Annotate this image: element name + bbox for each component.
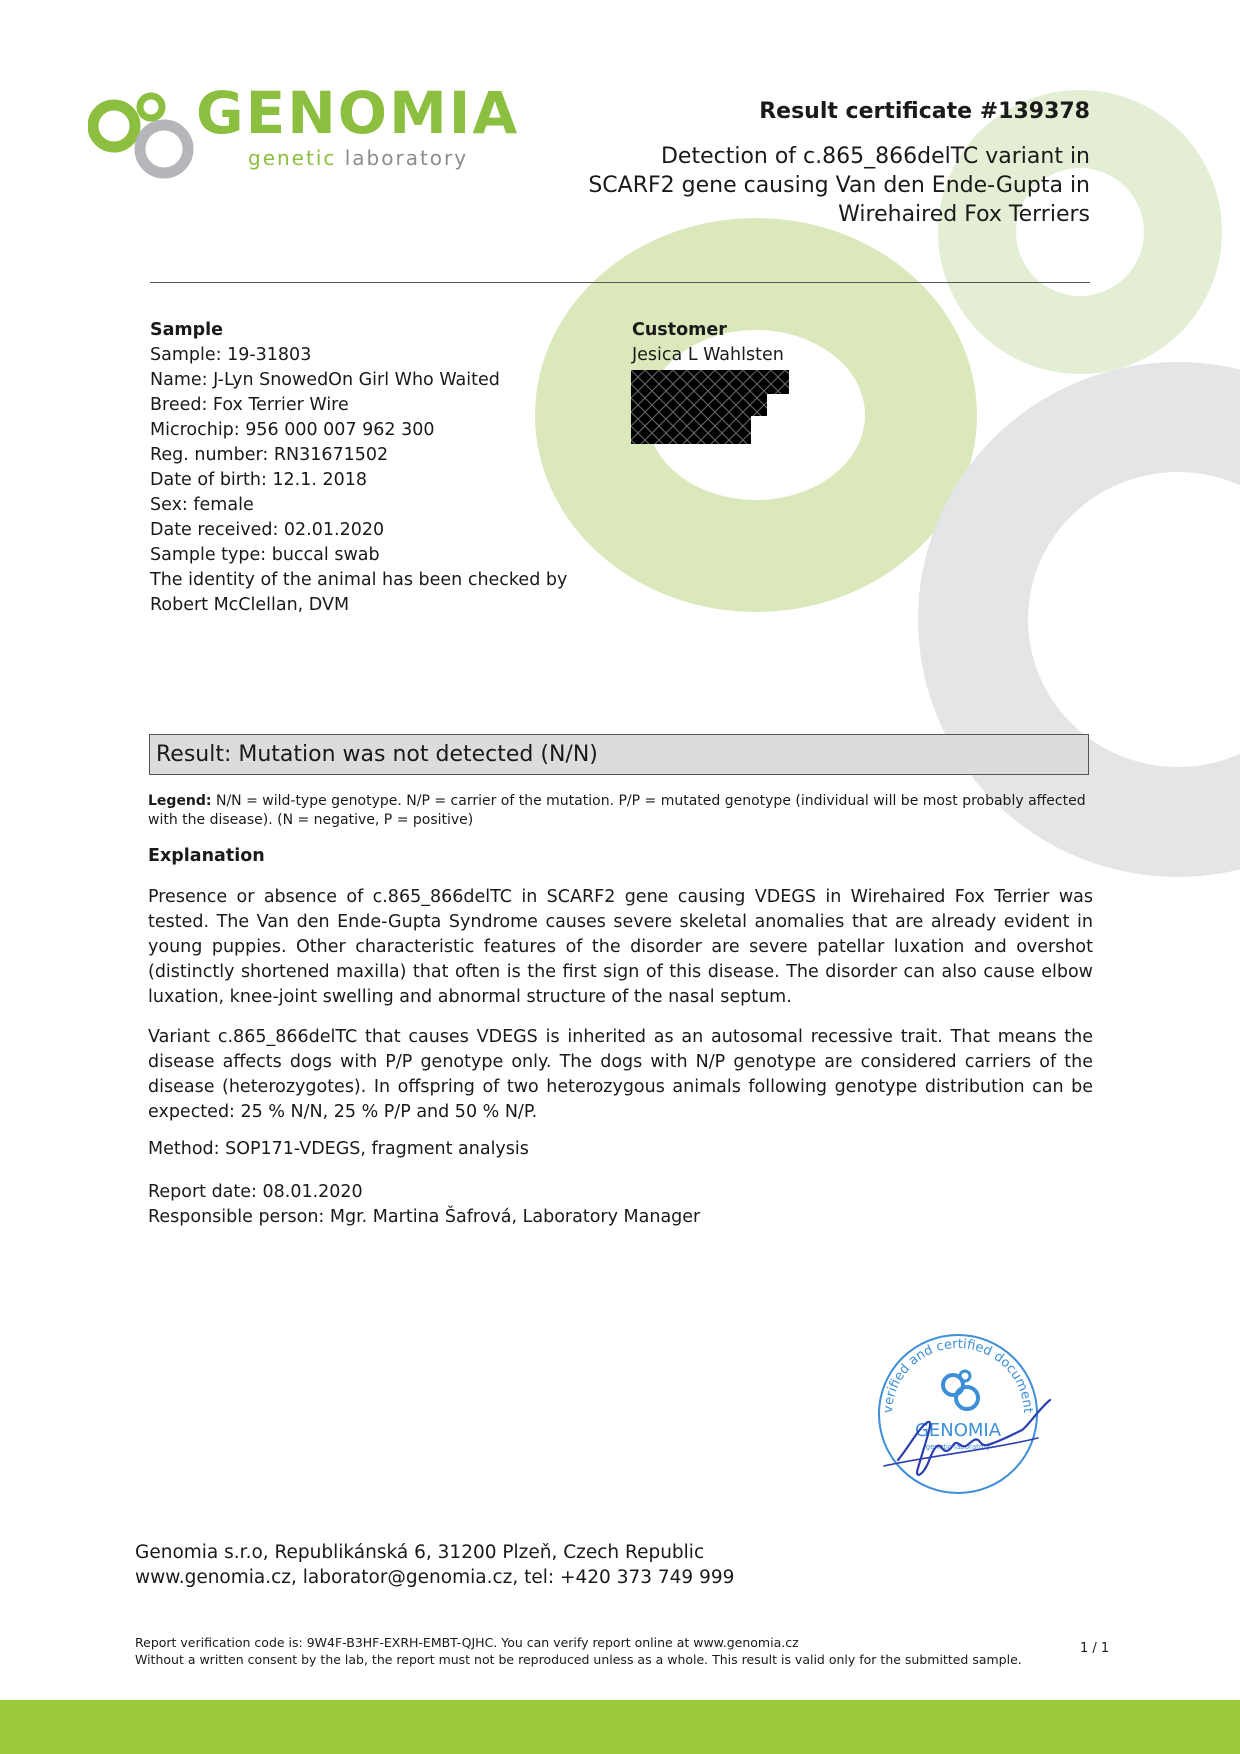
- method-line: Method: SOP171-VDEGS, fragment analysis: [148, 1139, 529, 1159]
- stamp-ring-text: verified and certified document: [880, 1336, 1036, 1414]
- sample-section: [150, 318, 600, 618]
- decorative-ring-green-small: [938, 90, 1222, 374]
- page-number: 1 / 1: [1080, 1641, 1110, 1656]
- test-title: Detection of c.865_866delTC variant in SCARF2 gene causing Van den Ende-Gupta in Wirehaired Fox Terriers: [588, 144, 1090, 227]
- sample-line-reg-number: Reg. number: RN31671502: [150, 445, 389, 465]
- legend-text: N/N = wild-type genotype. N/P = carrier of the mutation. P/P = mutated genotype (individual will be most probably affected with the disease). (N = negative, P = positive): [148, 793, 1086, 828]
- sample-line-identity-check: The identity of the animal has been checked by: [150, 570, 568, 590]
- certificate-title: Result certificate #139378: [759, 99, 1090, 124]
- bottom-color-bar: [0, 1700, 1240, 1754]
- sample-line-name: Name: J-Lyn SnowedOn Girl Who Waited: [150, 370, 500, 390]
- sample-line-sex: Sex: female: [150, 495, 254, 515]
- legend-label: Legend:: [148, 793, 212, 809]
- sample-line-birth-date: Date of birth: 12.1. 2018: [150, 470, 368, 490]
- footer-notes: [135, 1634, 1022, 1668]
- explanation-heading: Explanation: [148, 846, 265, 866]
- logo-tagline: [248, 146, 468, 170]
- sample-line-date-received: Date received: 02.01.2020: [150, 520, 385, 540]
- customer-name: Jesica L Wahlsten: [632, 345, 784, 365]
- verification-code: Report verification code is: 9W4F-B3HF-EXRH-EMBT-QJHC. You can verify report online at www.genomia.cz: [135, 1635, 799, 1650]
- disclaimer: Without a written consent by the lab, the report must not be reproduced unless as a whole. This result is valid only for the submitted sample.: [135, 1652, 1022, 1667]
- stamp-logo-sub: genetic laboratory: [925, 1443, 991, 1451]
- certification-stamp-icon: [868, 1330, 1056, 1500]
- legend: [148, 792, 1093, 830]
- stamp-logo-word: GENOMIA: [914, 1420, 1002, 1441]
- footer-address: [135, 1540, 734, 1590]
- sample-line-breed: Breed: Fox Terrier Wire: [150, 395, 349, 415]
- responsible-person: Responsible person: Mgr. Martina Šafrová, Laboratory Manager: [148, 1207, 701, 1227]
- redacted-address-block: [631, 370, 789, 444]
- report-date: Report date: 08.01.2020: [148, 1182, 363, 1202]
- sample-line-sample-type: Sample type: buccal swab: [150, 545, 380, 565]
- sample-line-id: Sample: 19-31803: [150, 345, 312, 365]
- logo-wordmark: GENOMIA: [196, 79, 520, 147]
- header-divider: [150, 282, 1090, 283]
- sample-line-microchip: Microchip: 956 000 007 962 300: [150, 420, 435, 440]
- logo-tagline-genetic: genetic: [248, 146, 337, 170]
- sample-line-vet: Robert McClellan, DVM: [150, 595, 350, 615]
- explanation-paragraph-1: Presence or absence of c.865_866delTC in SCARF2 gene causing VDEGS in Wirehaired Fox Terrier was tested. The Van den Ende-Gupta Syndrome causes severe skeletal anomalies that are already evident in young puppies. Other characteristic features of the disorder are severe patellar luxation and overshot (distinctly shortened maxilla) that often is the first sign of this disease. The disorder can also cause elbow luxation, knee-joint swelling and abnormal structure of the nasal septum.: [148, 887, 1093, 1007]
- company-contact: www.genomia.cz, laborator@genomia.cz, tel: +420 373 749 999: [135, 1567, 735, 1588]
- sample-heading: Sample: [150, 320, 224, 340]
- logo-tagline-laboratory: laboratory: [344, 146, 469, 170]
- company-address: Genomia s.r.o, Republikánská 6, 31200 Plzeň, Czech Republic: [135, 1542, 705, 1563]
- explanation-paragraph-2: Variant c.865_866delTC that causes VDEGS is inherited as an autosomal recessive trait. That means the disease affects dogs with P/P genotype only. The dogs with N/P genotype are considered carriers of the disease (heterozygotes). In offspring of two heterozygous animals following genotype distribution can be expected: 25 % N/N, 25 % P/P and 50 % N/P.: [148, 1027, 1093, 1122]
- customer-section: [632, 318, 932, 368]
- customer-heading: Customer: [632, 320, 727, 340]
- report-info: [148, 1180, 700, 1230]
- result-box: Result: Mutation was not detected (N/N): [149, 734, 1089, 775]
